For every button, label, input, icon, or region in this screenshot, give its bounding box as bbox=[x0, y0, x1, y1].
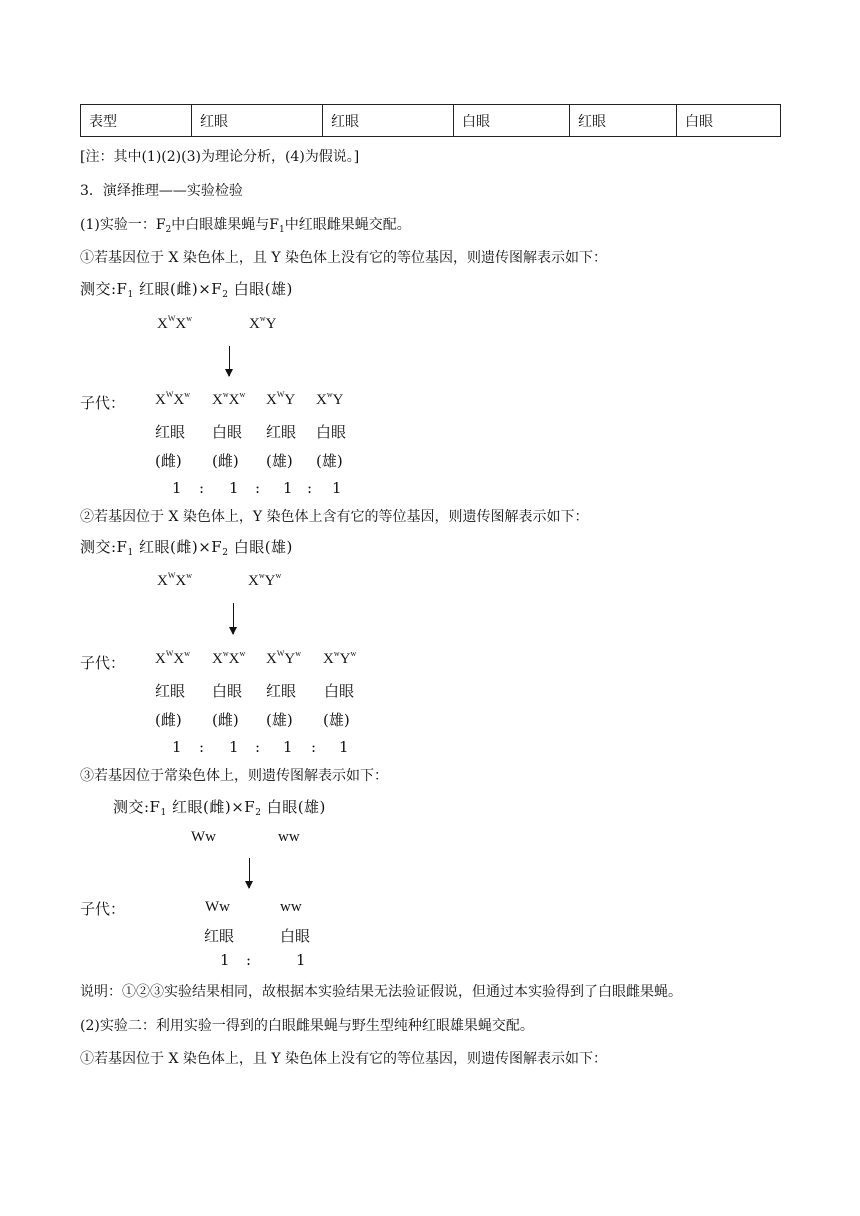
case-3-offspring-label: 子代： bbox=[80, 900, 126, 918]
case-2-parent-female-genotype: $X^WX^w$ bbox=[157, 571, 193, 589]
case-2-intro: ②若基因位于 X 染色体上，Y 染色体上含有它的等位基因，则遗传图解表示如下： bbox=[80, 509, 589, 525]
case-1-parent-male-genotype: $X^wY$ bbox=[249, 314, 277, 332]
case-2-offspring-phenotype: 红眼 bbox=[155, 682, 186, 700]
case-1-offspring-label: 子代： bbox=[80, 394, 126, 412]
case-1-offspring-sex: (雌) bbox=[155, 452, 182, 470]
case-1-offspring-phenotype: 白眼 bbox=[316, 423, 347, 441]
case-3-down-arrow-icon bbox=[249, 858, 250, 888]
case-3-intro: ③若基因位于常染色体上，则遗传图解表示如下： bbox=[80, 768, 388, 784]
case-2-offspring-phenotype: 白眼 bbox=[324, 682, 355, 700]
case-1-offspring-sex: (雌) bbox=[212, 452, 239, 470]
case-1-ratio: 1 bbox=[229, 479, 239, 497]
experiment-2-title: (2)实验二：利用实验一得到的白眼雌果蝇与野生型纯种红眼雄果蝇交配。 bbox=[80, 1018, 534, 1034]
case-1-offspring-sex: (雄) bbox=[266, 452, 293, 470]
case-2-ratio: : bbox=[199, 738, 205, 756]
case-2-offspring-genotype: $X^wX^w$ bbox=[212, 649, 246, 667]
note-text: [注：其中(1)(2)(3)为理论分析，(4)为假说。] bbox=[80, 149, 360, 165]
case-3-cross-line: 测交$:F_1$ 红眼(雌)$\times F_2$ 白眼(雄) bbox=[113, 798, 326, 818]
case-1-offspring-genotype: $X^wY$ bbox=[316, 390, 344, 408]
table-cell: 白眼 bbox=[677, 105, 781, 137]
case-2-offspring-phenotype: 红眼 bbox=[266, 682, 297, 700]
case-2-offspring-label: 子代： bbox=[80, 654, 126, 672]
case-1-offspring-phenotype: 红眼 bbox=[155, 423, 186, 441]
case-3-offspring-phenotype: 白眼 bbox=[280, 927, 311, 945]
case-3-offspring-phenotype: 红眼 bbox=[204, 927, 235, 945]
case-1-offspring-phenotype: 白眼 bbox=[212, 423, 243, 441]
case-3-parent-male-genotype: ww bbox=[278, 829, 300, 845]
case-1-ratio: 1 bbox=[283, 479, 293, 497]
case-3-ratio: 1 bbox=[220, 951, 230, 969]
case-1-ratio: 1 bbox=[172, 479, 182, 497]
case-1-offspring-phenotype: 红眼 bbox=[266, 423, 297, 441]
table-row bbox=[81, 105, 781, 137]
experiment-2-case-1-intro: ①若基因位于 X 染色体上，且 Y 染色体上没有它的等位基因，则遗传图解表示如下： bbox=[80, 1051, 608, 1067]
section-3-title: 3．演绎推理——实验检验 bbox=[80, 183, 243, 199]
case-1-down-arrow-icon bbox=[229, 346, 230, 376]
case-2-offspring-sex: (雌) bbox=[212, 711, 239, 729]
case-1-offspring-sex: (雄) bbox=[316, 452, 343, 470]
case-3-ratio: : bbox=[246, 951, 252, 969]
case-1-cross-line: 测交$:F_1$ 红眼(雌)$\times F_2$ 白眼(雄) bbox=[80, 280, 293, 300]
case-2-offspring-genotype: $X^WY^w$ bbox=[266, 649, 302, 667]
table-cell: 表型 bbox=[81, 105, 192, 137]
table-cell: 红眼 bbox=[192, 105, 323, 137]
case-3-offspring-genotype: ww bbox=[280, 899, 302, 915]
case-2-offspring-sex: (雄) bbox=[323, 711, 350, 729]
case-2-offspring-sex: (雄) bbox=[266, 711, 293, 729]
table-cell: 白眼 bbox=[454, 105, 570, 137]
case-2-ratio: 1 bbox=[283, 738, 293, 756]
case-2-ratio: 1 bbox=[339, 738, 349, 756]
case-2-offspring-genotype: $X^WX^w$ bbox=[155, 649, 191, 667]
case-1-offspring-genotype: $X^WY$ bbox=[266, 390, 296, 408]
case-3-parent-female-genotype: Ww bbox=[191, 829, 216, 845]
case-2-ratio: : bbox=[311, 738, 317, 756]
case-2-down-arrow-icon bbox=[233, 603, 234, 634]
case-1-offspring-genotype: $X^wX^w$ bbox=[212, 390, 246, 408]
case-1-ratio: : bbox=[199, 479, 205, 497]
explanation-text: 说明：①②③实验结果相同，故根据本实验结果无法验证假说，但通过本实验得到了白眼雌果蝇。 bbox=[80, 984, 682, 1000]
phenotype-table bbox=[80, 104, 781, 137]
case-1-intro: ①若基因位于 X 染色体上，且 Y 染色体上没有它的等位基因，则遗传图解表示如下： bbox=[80, 250, 608, 266]
case-2-ratio: 1 bbox=[229, 738, 239, 756]
case-2-offspring-phenotype: 白眼 bbox=[212, 682, 243, 700]
case-1-ratio: : bbox=[255, 479, 261, 497]
case-3-offspring-genotype: Ww bbox=[205, 899, 230, 915]
case-1-parent-female-genotype: $X^WX^w$ bbox=[157, 314, 193, 332]
case-2-offspring-genotype: $X^wY^w$ bbox=[323, 649, 357, 667]
case-1-ratio: : bbox=[307, 479, 313, 497]
case-2-ratio: : bbox=[255, 738, 261, 756]
table-cell: 红眼 bbox=[570, 105, 677, 137]
case-1-offspring-genotype: $X^WX^w$ bbox=[155, 390, 191, 408]
case-2-ratio: 1 bbox=[172, 738, 182, 756]
table-cell: 红眼 bbox=[323, 105, 454, 137]
case-2-cross-line: 测交$:F_1$ 红眼(雌)$\times F_2$ 白眼(雄) bbox=[80, 538, 293, 558]
case-2-offspring-sex: (雌) bbox=[155, 711, 182, 729]
case-3-ratio: 1 bbox=[296, 951, 306, 969]
case-2-parent-male-genotype: $X^wY^w$ bbox=[248, 571, 282, 589]
case-1-ratio: 1 bbox=[332, 479, 342, 497]
experiment-1-title: (1)实验一：$F_2$中白眼雄果蝇与$F_1$中红眼雌果蝇交配。 bbox=[80, 217, 411, 235]
